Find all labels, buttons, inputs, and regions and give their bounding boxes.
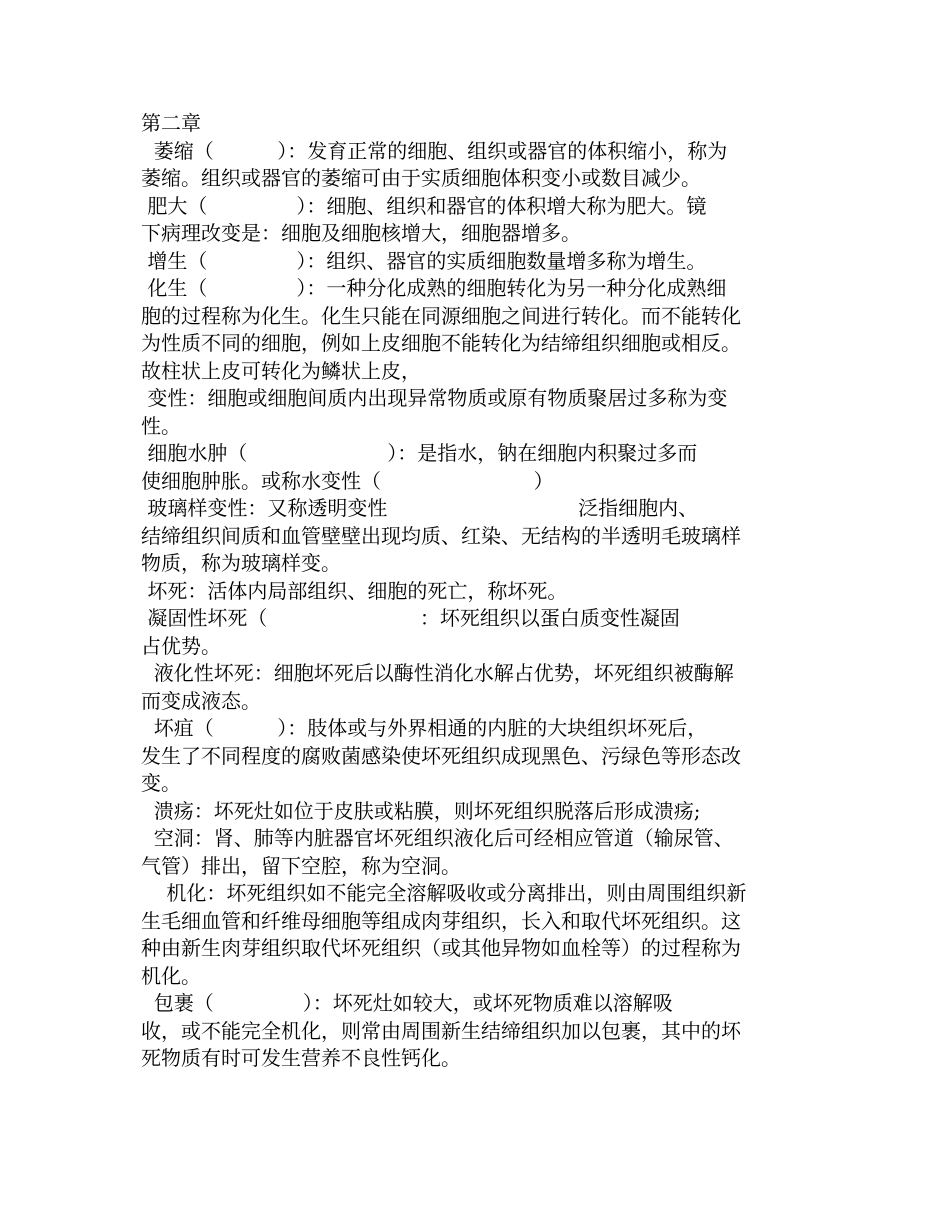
text-line: 气管）排出，留下空腔，称为空洞。	[141, 853, 461, 878]
text-line: 坏疽（ ）：肢体或与外界相通的内脏的大块组织坏死后，	[141, 716, 708, 740]
text-line: 物质，称为玻璃样变。	[141, 551, 341, 575]
text-line: 收，或不能完全机化，则常由周围新生结缔组织加以包裹，其中的坏	[141, 1018, 741, 1043]
text-line: 萎缩（ ）：发育正常的细胞、组织或器官的体积缩小，称为	[141, 138, 728, 163]
text-line: 发生了不同程度的腐败菌感染使坏死组织成现黑色、污绿色等形态改	[141, 743, 741, 768]
text-line: 而变成液态。	[141, 688, 261, 713]
text-line: 占优势。	[141, 633, 221, 658]
text-line: 机化：坏死组织如不能完全溶解吸收或分离排出，则由周围组织新	[141, 881, 747, 905]
document-body	[141, 110, 813, 1073]
text-line: 生毛细血管和纤维母细胞等组成肉芽组织，长入和取代坏死组织。这	[141, 908, 741, 933]
text-line: 种由新生肉芽组织取代坏死组织（或其他异物如血栓等）的过程称为	[141, 936, 741, 960]
text-line: 使细胞肿胀。或称水变性（ ）	[141, 468, 554, 493]
text-line: 机化。	[141, 963, 201, 988]
text-line: 液化性坏死：细胞坏死后以酶性消化水解占优势，坏死组织被酶解	[141, 661, 734, 685]
text-line: 下病理改变是：细胞及细胞核增大，细胞器增多。	[141, 221, 581, 245]
text-line: 结缔组织间质和血管壁壁出现均质、红染、无结构的半透明毛玻璃样	[141, 523, 741, 548]
text-line: 胞的过程称为化生。化生只能在同源细胞之间进行转化。而不能转化	[141, 303, 741, 328]
text-line: 化生（ ）：一种分化成熟的细胞转化为另一种分化成熟细	[141, 276, 727, 300]
text-line: 性。	[141, 413, 181, 438]
text-line: 死物质有时可发生营养不良性钙化。	[141, 1046, 461, 1070]
text-line: 肥大（ ）：细胞、组织和器官的体积增大称为肥大。镜	[141, 193, 707, 218]
chapter-heading: 第二章	[141, 111, 201, 135]
text-line: 包裹（ ）：坏死灶如较大，或坏死物质难以溶解吸	[141, 991, 673, 1015]
text-line: 变。	[141, 771, 181, 795]
text-line: 凝固性坏死（ ：坏死组织以蛋白质变性凝固	[141, 606, 680, 630]
text-line: 变性：细胞或细胞间质内出现异常物质或原有物质聚居过多称为变	[141, 386, 728, 410]
text-line: 溃疡：坏死灶如位于皮肤或粘膜，则坏死组织脱落后形成溃疡;	[141, 798, 701, 823]
text-line: 故柱状上皮可转化为鳞状上皮，	[141, 358, 421, 383]
text-line: 玻璃样变性：又称透明变性 泛指细胞内、	[141, 496, 699, 520]
text-line: 为性质不同的细胞，例如上皮细胞不能转化为结缔组织细胞或相反。	[141, 331, 741, 355]
text-line: 坏死：活体内局部组织、细胞的死亡，称坏死。	[141, 578, 568, 603]
text-line: 增生（ ）：组织、器官的实质细胞数量增多称为增生。	[141, 248, 707, 273]
text-line: 空洞：肾、肺等内脏器官坏死组织液化后可经相应管道（输尿管、	[141, 826, 734, 850]
text-line: 萎缩。组织或器官的萎缩可由于实质细胞体积变小或数目减少。	[141, 166, 701, 190]
text-line: 细胞水肿（ ）：是指水，钠在细胞内积聚过多而	[141, 441, 698, 465]
